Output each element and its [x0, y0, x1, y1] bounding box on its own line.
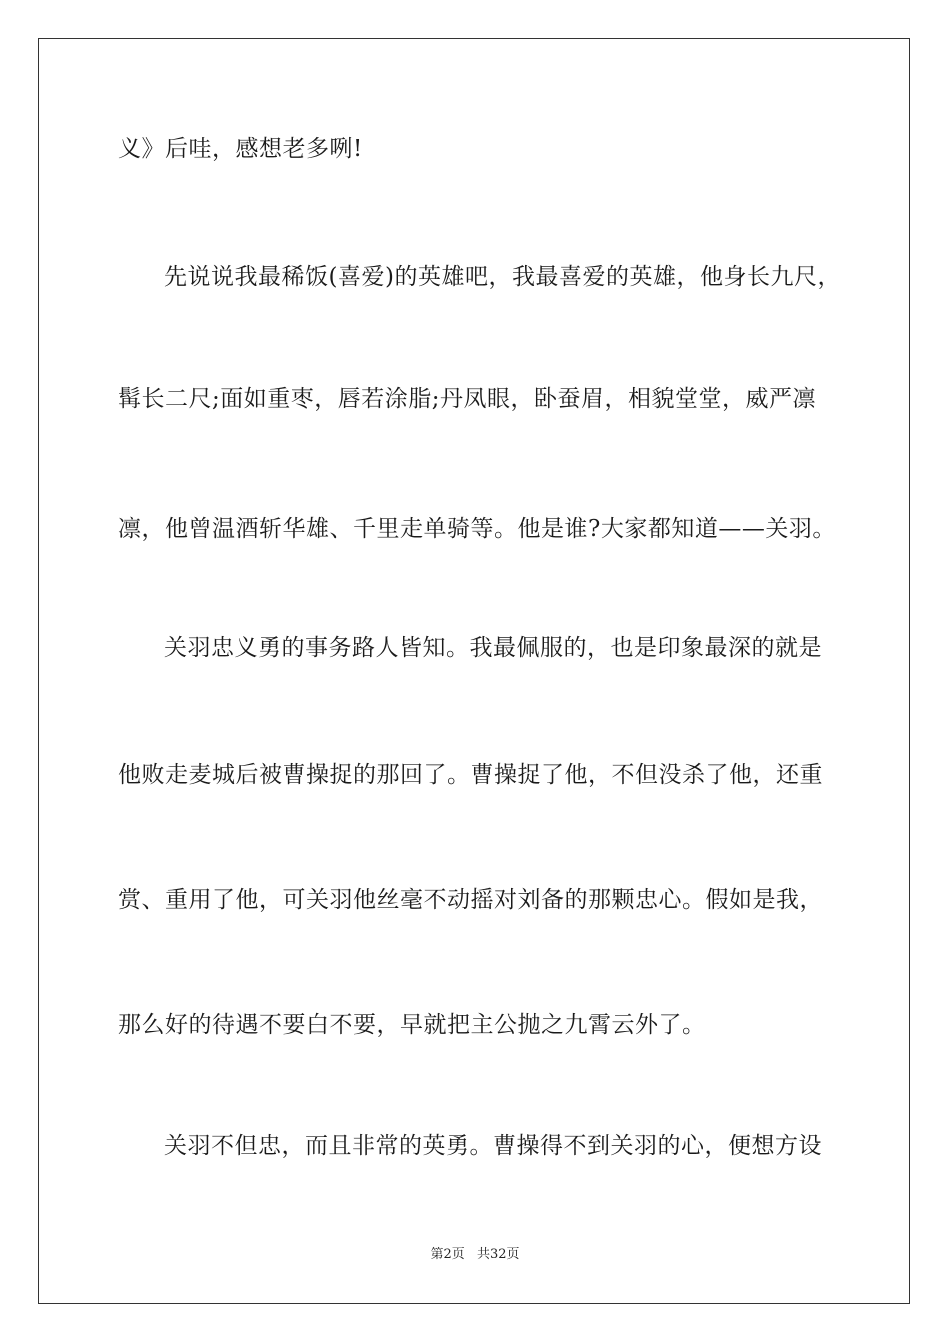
- text-line-9: 关羽不但忠，而且非常的英勇。曹操得不到关羽的心，便想方设: [164, 1133, 822, 1159]
- text-line-6: 他败走麦城后被曹操捉的那回了。曹操捉了他，不但没杀了他，还重: [118, 762, 823, 788]
- text-line-4: 凛，他曾温酒斩华雄、千里走单骑等。他是谁?大家都知道——关羽。: [118, 516, 836, 542]
- text-line-7: 赏、重用了他，可关羽他丝毫不动摇对刘备的那颗忠心。假如是我，: [118, 887, 823, 913]
- text-line-2: 先说说我最稀饭(喜爱)的英雄吧，我最喜爱的英雄，他身长九尺，: [164, 264, 841, 290]
- text-line-3: 髯长二尺;面如重枣，唇若涂脂;丹凤眼，卧蚕眉，相貌堂堂，威严凛: [118, 386, 816, 412]
- text-line-8: 那么好的待遇不要白不要，早就把主公抛之九霄云外了。: [118, 1012, 706, 1038]
- text-line-1: 义》后哇，感想老多咧!: [118, 136, 363, 162]
- page-footer: [0, 1246, 950, 1264]
- page-total: 共32页: [476, 1247, 520, 1262]
- page-border: [38, 38, 910, 1304]
- page-number: 第2页: [430, 1247, 465, 1262]
- text-line-5: 关羽忠义勇的事务路人皆知。我最佩服的，也是印象最深的就是: [164, 635, 822, 661]
